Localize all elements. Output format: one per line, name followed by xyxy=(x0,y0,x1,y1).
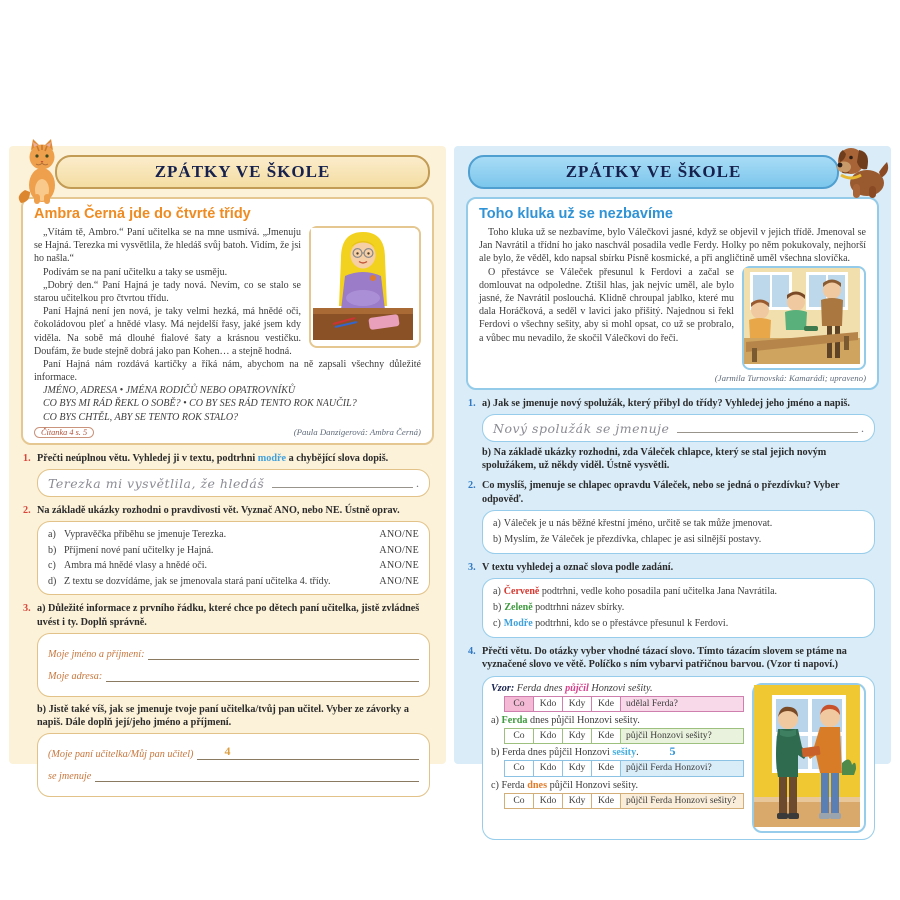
left-story-panel xyxy=(21,197,434,445)
table-cell[interactable]: Co xyxy=(505,761,534,775)
left-page-number: 4 xyxy=(224,744,231,758)
left-exercise-2 xyxy=(23,504,432,595)
exercise-number: 1. xyxy=(23,452,31,464)
right-story-panel xyxy=(466,197,879,390)
table-cell[interactable]: Kde xyxy=(592,761,621,775)
ano-ne-choice[interactable]: ANO/NE xyxy=(379,575,419,587)
question-word-table xyxy=(504,760,744,776)
exercise-number: 3. xyxy=(468,561,476,573)
exercise-heading: b) Jistě také víš, jak se jmenuje tvoje paní učitelka/tvůj pan učitel. Vyber ze závorky a napiš. Dále doplň její/jeho jméno a příjmení. xyxy=(37,703,409,729)
classroom-image xyxy=(742,266,866,370)
field-label: se jmenuje xyxy=(48,771,92,783)
orange-word: dnes xyxy=(527,779,548,791)
handwritten-answer: Terezka mi vysvětlila, že hledáš xyxy=(48,476,265,492)
exercise-heading: Přečti větu. Do otázky vyber vhodné tázací slovo. Tímto tázacím slovem se ptáme na vyznačené slovo ve větě. Políčko s ním vybarvi patřičnou barvou. (Vzor ti napoví.) xyxy=(482,646,847,671)
exercise-number: 1. xyxy=(468,397,476,409)
table-cell[interactable]: Co xyxy=(505,697,534,711)
answer-line[interactable] xyxy=(272,475,413,488)
ano-ne-choice[interactable]: ANO/NE xyxy=(379,529,419,541)
answer-line[interactable] xyxy=(148,647,419,660)
table-cell[interactable]: Kde xyxy=(592,697,621,711)
left-exercise-1 xyxy=(23,452,432,497)
left-story-p3: „Dobrý den.“ Paní Hajná je tady nová. Nevím, co se stalo se starou učitelkou pro čtvrtou třídu. xyxy=(34,279,301,304)
true-false-row: b) Příjmení nové paní učitelky je Hajná. ANO/NE xyxy=(48,543,419,559)
color-task-row: b) Zeleně podtrhni název sbírky. xyxy=(493,602,625,614)
left-story-p2: Podívám se na paní učitelku a taky se usměju. xyxy=(43,266,228,278)
left-story-p4: Paní Hajná není jen nová, je taky velmi hezká, má hnědé oči, čokoládovou pleť a hnědé vlasy. Má nejdelší řasy, jaké jsem kdy viděla. Na sobě má dlouhé fialové šaty a krásnou vestičku. Doufám, že bude stejně dobrá jako pan Kohen… a stejně hodná. xyxy=(34,306,301,357)
answer-line[interactable] xyxy=(677,420,858,433)
answer-line[interactable] xyxy=(95,769,419,782)
right-header-title: ZPÁTKY VE ŠKOLE xyxy=(565,162,742,181)
green-word: Zeleně xyxy=(504,602,533,614)
answer-option[interactable]: a) Váleček je u nás běžné křestní jméno, určitě se tak může jmenovat. xyxy=(493,517,773,529)
task-sentence: b) Ferda dnes půjčil Honzovi sešity. xyxy=(491,747,639,759)
answer-box: Terezka mi vysvětlila, že hledáš . xyxy=(37,469,430,497)
left-header-title: ZPÁTKY VE ŠKOLE xyxy=(154,162,331,181)
answer-option[interactable]: b) Myslím, že Váleček je přezdívka, chlapec je asi silnější postavy. xyxy=(493,533,762,545)
table-cell[interactable]: Co xyxy=(505,729,534,743)
left-story-caps3: CO BYS CHTĚL, ABY SE TENTO ROK STALO? xyxy=(43,411,239,423)
table-cell[interactable]: Kdy xyxy=(563,794,592,808)
left-attribution: (Paula Danzigerová: Ambra Černá) xyxy=(293,427,421,438)
table-cell[interactable]: Kdo xyxy=(534,729,563,743)
dog-image xyxy=(829,142,891,205)
teacher-image xyxy=(309,226,421,348)
answer-box: Nový spolužák se jmenuje . xyxy=(482,414,875,442)
answer-box xyxy=(37,521,430,595)
exercise-heading: a) Jak se jmenuje nový spolužák, který přibyl do třídy? Vyhledej jeho jméno a napiš. xyxy=(482,397,850,409)
left-story-p1: „Vítám tě, Ambro.“ Paní učitelka se na mne usmívá. „Jmenuju se Hajná. Terezka mi vysvětlila, že hledáš svůj batoh. Vidím, že jsi ho našla.“ xyxy=(34,227,301,265)
field-label: Moje adresa: xyxy=(48,670,103,682)
task-sentence: c) Ferda dnes půjčil Honzovi sešity. xyxy=(491,779,639,791)
right-exercise-2 xyxy=(468,479,877,554)
question-word-table xyxy=(504,696,744,712)
right-header-banner xyxy=(468,155,839,189)
answer-line[interactable] xyxy=(106,669,419,682)
exercise-heading: Co myslíš, jmenuje se chlapec opravdu Váleček, nebo se jedná o přezdívku? Vyber odpověď. xyxy=(482,480,840,505)
ano-ne-choice[interactable]: ANO/NE xyxy=(379,560,419,572)
blue-word: Modře xyxy=(503,618,533,630)
left-story-title: Ambra Černá jde do čtvrté třídy xyxy=(34,206,251,222)
magenta-word: půjčil xyxy=(565,682,589,694)
answer-box xyxy=(37,733,430,797)
answer-box xyxy=(482,510,875,554)
true-false-row: c) Ambra má hnědé vlasy a hnědé oči. ANO/NE xyxy=(48,558,419,574)
ano-ne-choice[interactable]: ANO/NE xyxy=(379,544,419,556)
left-story-p5: Paní Hajná nám rozdává kartičky a říká nám, abychom na ně zapsali všechny důležité informace. xyxy=(34,358,421,384)
color-task-row: c) Modře podtrhni, kdo se o přestávce přesunul k Ferdovi. xyxy=(493,618,729,630)
question-text: udělal Ferda? xyxy=(621,697,743,711)
field-label: (Moje paní učitelka/Můj pan učitel) xyxy=(48,749,194,761)
right-story-p1: Toho kluka už se nezbavíme, bylo Válečkovi jasné, když se objevil v jejich třídě. Jmenoval se Jan Navrátil a třídní ho jako naschvál posadila vedle Ferdy. Holky po něm pokukovaly, nejhorší ale bylo, že věděl, kdo napsal sbírku Písně kosmické, a při angličtině uměl všechna slovíčka. xyxy=(479,227,866,265)
vzor-sentence: Vzor: Ferda dnes půjčil Honzovi sešity. xyxy=(491,682,653,694)
left-page xyxy=(9,146,446,783)
exercise-heading: Přečti neúplnou větu. Vyhledej ji v textu, podtrhni modře a chybějící slova dopiš. xyxy=(37,452,389,464)
table-cell[interactable]: Kdy xyxy=(563,729,592,743)
table-cell[interactable]: Kde xyxy=(592,729,621,743)
exercise-number: 4. xyxy=(468,646,476,658)
true-false-row: a) Vypravěčka příběhu se jmenuje Terezka. ANO/NE xyxy=(48,527,419,543)
exercise-heading: Na základě ukázky rozhodni o pravdivosti vět. Vyznač ANO, nebo NE. Ústně oprav. xyxy=(37,505,400,517)
color-task-row: a) Červeně podtrhni, vedle koho posadila paní učitelka Jana Navrátila. xyxy=(493,586,778,598)
right-page-number: 5 xyxy=(669,744,676,758)
cat-image xyxy=(15,138,69,211)
right-attribution: (Jarmila Turnovská: Kamarádi; upraveno) xyxy=(714,372,866,383)
table-cell[interactable]: Kdo xyxy=(534,761,563,775)
question-text: půjčil Ferda Honzovi sešity? xyxy=(621,794,743,808)
right-story-title: Toho kluka už se nezbavíme xyxy=(479,206,673,222)
question-word-table xyxy=(504,728,744,744)
true-false-row: d) Z textu se dozvídáme, jak se jmenovala stará paní učitelka 4. třídy. ANO/NE xyxy=(48,574,419,590)
exercise-heading: b) Na základě ukázky rozhodni, zda Váleček chlapce, který se stal jejich novým spolužákem, už někdy viděl. Ústně vysvětli. xyxy=(482,446,827,472)
task-sentence: a) Ferda dnes půjčil Honzovi sešity. xyxy=(491,714,640,726)
question-text: půjčil Honzovi sešity? xyxy=(621,729,743,743)
right-exercise-4 xyxy=(468,645,877,840)
table-cell[interactable]: Kdo xyxy=(534,697,563,711)
cyan-word: sešity xyxy=(612,747,637,759)
right-page xyxy=(454,146,891,806)
exercise-number: 3. xyxy=(23,603,31,615)
exercise-number: 2. xyxy=(23,505,31,517)
exercise-heading: V textu vyhledej a označ slova podle zadání. xyxy=(482,561,674,573)
field-label: Moje jméno a příjmení: xyxy=(48,648,145,660)
right-story-p2: O přestávce se Váleček přesunul k Ferdovi a začal se domlouvat na odpoledne. Ztišil hlas, jak nejvíc uměl, ale bylo jasné, že Navrátil poslouchá. Klidně chroupal jablko, které mu dala Horáčková, a seděl v lavici jako přišitý. Najednou si řekl Ferdovi o všechny sešity, aby si mohl opsat, co už se probralo, a vůbec mu nevadilo, že skočil Válečkovi do řeči. xyxy=(479,266,734,344)
right-exercise-3 xyxy=(468,561,877,638)
answer-box xyxy=(37,633,430,697)
exercise-number: 2. xyxy=(468,480,476,492)
source-tag: Čítanka 4 s. 5 xyxy=(34,427,94,438)
table-cell[interactable]: Co xyxy=(505,794,534,808)
green-word: Ferda xyxy=(501,714,528,726)
left-header-banner xyxy=(55,155,430,189)
question-word-table xyxy=(504,793,744,809)
table-cell[interactable]: Kde xyxy=(592,794,621,808)
question-text: půjčil Ferda Honzovi? xyxy=(621,761,743,775)
left-exercise-3 xyxy=(23,602,432,797)
exercise-heading: a) Důležité informace z prvního řádku, které chce po dětech paní učitelka, jistě zvládneš uvést i ty. Doplň správně. xyxy=(37,603,420,628)
right-exercise-1 xyxy=(468,397,877,473)
left-story-caps1: JMÉNO, ADRESA • JMÉNA RODIČŮ NEBO OPATROVNÍKŮ xyxy=(43,385,296,397)
red-word: Červeně xyxy=(503,586,540,598)
table-cell[interactable]: Kdy xyxy=(563,697,592,711)
answer-box xyxy=(482,578,875,638)
handwritten-answer: Nový spolužák se jmenuje xyxy=(493,420,670,436)
table-cell[interactable]: Kdy xyxy=(563,761,592,775)
table-cell[interactable]: Kdo xyxy=(534,794,563,808)
blue-word: modře xyxy=(257,452,287,464)
left-story-caps2: CO BYS MI RÁD ŘEKL O SOBĚ? • CO BY SES RÁD TENTO ROK NAUČIL? xyxy=(43,398,357,410)
